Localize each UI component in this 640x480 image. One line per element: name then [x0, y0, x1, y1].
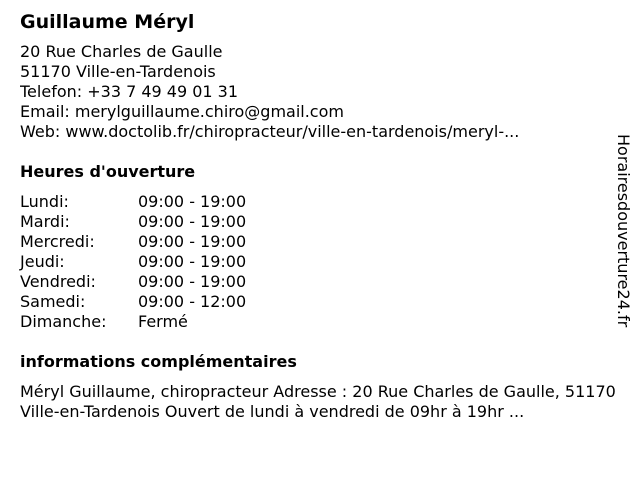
hours-time: 09:00 - 12:00: [138, 292, 247, 311]
email-text: Email: merylguillaume.chiro@gmail.com: [20, 102, 344, 121]
hours-row-tuesday: [20, 212, 610, 232]
hours-row-friday: [20, 272, 610, 292]
business-name: Guillaume Méryl: [20, 11, 195, 33]
hours-day: Mardi:: [20, 212, 70, 231]
hours-row-thursday: [20, 252, 610, 272]
hours-day: Dimanche:: [20, 312, 107, 331]
website-text: Web: www.doctolib.fr/chiropracteur/ville-en-tardenois/meryl-...: [20, 122, 520, 141]
hours-row-saturday: [20, 292, 610, 312]
hours-day: Mercredi:: [20, 232, 95, 251]
hours-row-monday: [20, 192, 610, 212]
info-heading: informations complémentaires: [20, 352, 297, 371]
hours-day: Jeudi:: [20, 252, 65, 271]
info-text: Méryl Guillaume, chiropracteur Adresse : 20 Rue Charles de Gaulle, 51170 Ville-en-Tardenois Ouvert de lundi à vendredi de 09hr à 19hr ...: [20, 382, 616, 421]
hours-heading: Heures d'ouverture: [20, 162, 196, 181]
hours-time: 09:00 - 19:00: [138, 252, 247, 271]
hours-day: Lundi:: [20, 192, 69, 211]
hours-time: 09:00 - 19:00: [138, 272, 247, 291]
hours-table: [20, 192, 610, 332]
phone-text: Telefon: +33 7 49 49 01 31: [20, 82, 239, 101]
hours-time: 09:00 - 19:00: [138, 212, 247, 231]
hours-day: Samedi:: [20, 292, 86, 311]
hours-day: Vendredi:: [20, 272, 96, 291]
address-line-city: 51170 Ville-en-Tardenois: [20, 62, 216, 81]
hours-time: Fermé: [138, 312, 188, 331]
hours-row-sunday: [20, 312, 610, 332]
hours-time: 09:00 - 19:00: [138, 232, 247, 251]
watermark-text: Horairesdouverture24.fr: [614, 134, 633, 328]
business-card: [20, 10, 616, 422]
hours-time: 09:00 - 19:00: [138, 192, 247, 211]
address-line-street: 20 Rue Charles de Gaulle: [20, 42, 223, 61]
hours-row-wednesday: [20, 232, 610, 252]
